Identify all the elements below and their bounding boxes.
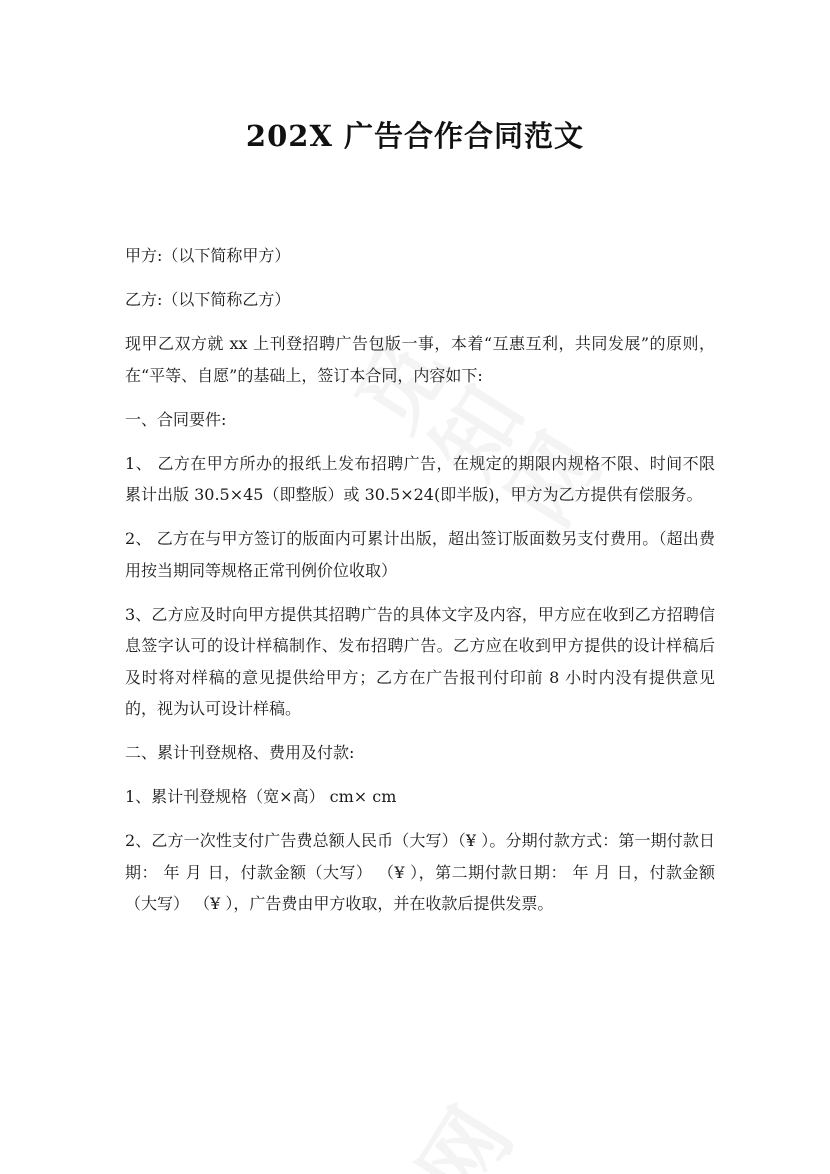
party-b-line: 乙方:（以下简称乙方） (125, 290, 291, 309)
party-a-line: 甲方:（以下简称甲方） (125, 246, 291, 265)
preamble-paragraph: 现甲乙双方就 xx 上刊登招聘广告包版一事，本着“互惠互利，共同发展”的原则，在“平等、自愿”的基础上，签订本合同，内容如下: (125, 334, 715, 385)
clause-2-2: 2、乙方一次性支付广告费总额人民币（大写）（¥ ）。分期付款方式：第一期付款日期： 年 月 日，付款金额（大写） （¥ ），第二期付款日期： 年 月 日，付款金额（大写） （¥ ），广告费由甲方收取，并在收款后提供发票。 (125, 831, 715, 913)
document-title: 202X 广告合作合同范文 (245, 119, 585, 153)
document-body (125, 240, 715, 932)
clause-2-1: 1、累计刊登规格（宽×高） cm× cm (125, 787, 397, 806)
clause-1-3: 3、乙方应及时向甲方提供其招聘广告的具体文字及内容，甲方应在收到乙方招聘信息签字认可的设计样稿制作、发布招聘广告。乙方应在收到甲方提供的设计样稿后及时将对样稿的意见提供给甲方；乙方在广告报刊付印前 8 小时内没有提供意见的，视为认可设计样稿。 (125, 604, 715, 718)
section-heading-2: 二、累计刊登规格、费用及付款: (125, 743, 355, 762)
watermark-bottom (365, 1050, 585, 1174)
clause-1-2: 2、 乙方在与甲方签订的版面内可累计出版，超出签订版面数另支付费用。（超出费用按当期同等规格正常刊例价位收取） (125, 529, 715, 580)
clause-1-1: 1、 乙方在甲方所办的报纸上发布招聘广告，在规定的期限内规格不限、时间不限累计出版 30.5×45（即整版）或 30.5×24(即半版)，甲方为乙方提供有偿服务。 (125, 453, 715, 504)
section-heading-1: 一、合同要件: (125, 409, 227, 429)
